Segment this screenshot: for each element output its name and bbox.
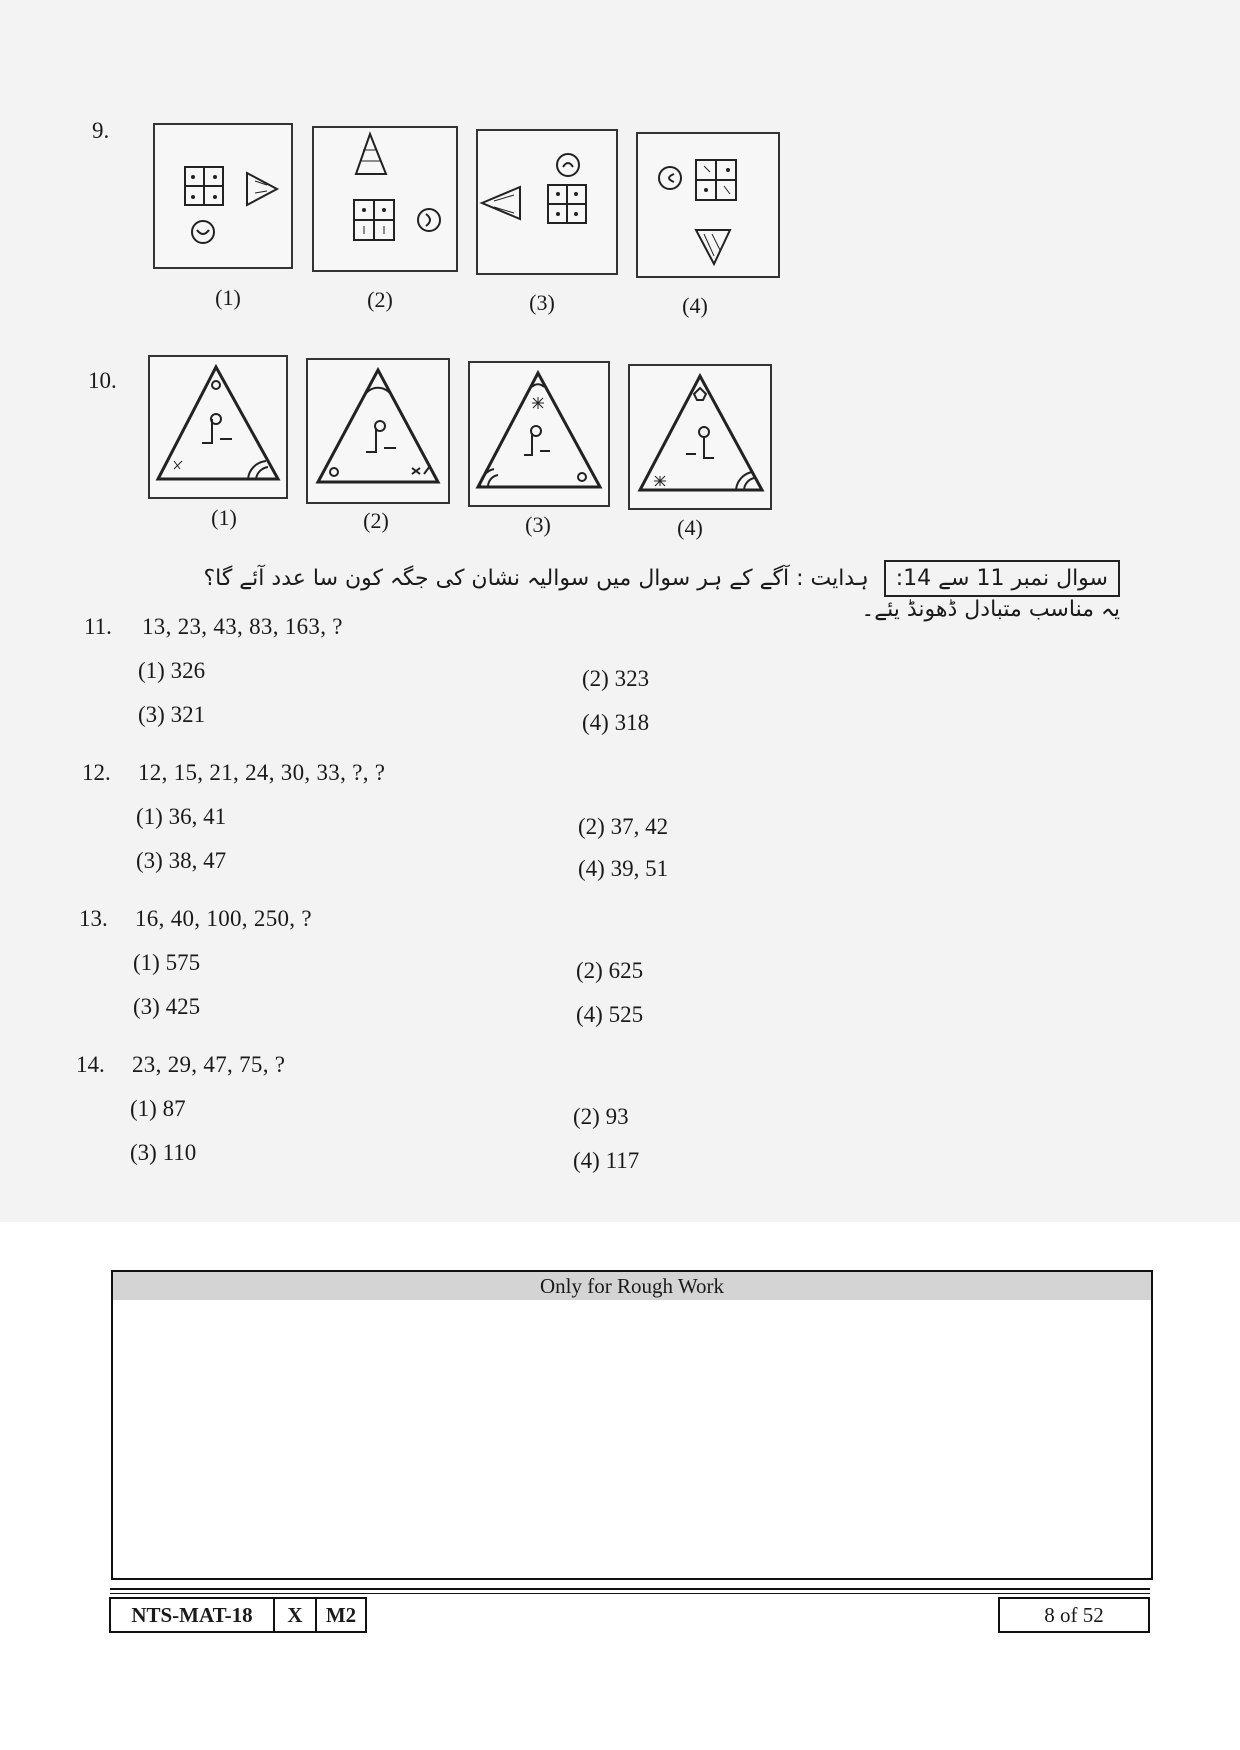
instruction-line <box>200 560 1120 622</box>
question-12-option-3: (3) 38, 47 <box>136 848 227 873</box>
footer-rule-thin <box>110 1593 1150 1594</box>
rough-work-label: Only for Rough Work <box>113 1272 1151 1300</box>
question-14-option-3: (3) 110 <box>130 1140 197 1165</box>
q9-figure-2 <box>312 126 458 272</box>
q10-caption-1: (1) <box>211 505 237 530</box>
q10-caption-4: (4) <box>677 515 703 540</box>
q10-figure-1 <box>148 355 288 499</box>
question-11-option-4: (4) 318 <box>582 710 650 735</box>
question-13-option-3: (3) 425 <box>133 994 201 1019</box>
q9-caption-2: (2) <box>367 287 393 312</box>
q10-figure-2 <box>306 358 450 504</box>
question-12-number: 12. <box>82 760 111 785</box>
paper-series: X <box>273 1597 317 1633</box>
question-13-option-1: (1) 575 <box>133 950 201 975</box>
question-12-option-4: (4) 39, 51 <box>578 856 669 881</box>
question-9-number: 9. <box>92 118 110 143</box>
question-13-option-2: (2) 625 <box>576 958 644 983</box>
question-12-option-2: (2) 37, 42 <box>578 814 669 839</box>
question-12-option-1: (1) 36, 41 <box>136 804 227 829</box>
question-14-option-2: (2) 93 <box>573 1104 629 1129</box>
q9-figure-4 <box>636 132 780 278</box>
q10-figure-3 <box>468 361 610 507</box>
q10-figure-4 <box>628 364 772 510</box>
instruction-text: ہدایت : آگے کے ہر سوال میں سوالیہ نشان کی جگہ کون سا عدد آئے گا؟ یہ مناسب متبادل ڈھونڈ یئے۔ <box>203 566 1120 622</box>
question-10-number: 10. <box>88 368 117 393</box>
paper-code: NTS-MAT-18 <box>109 1597 275 1633</box>
footer-rule <box>110 1588 1150 1590</box>
question-13-number: 13. <box>79 906 108 931</box>
q10-caption-2: (2) <box>363 508 389 533</box>
q10-caption-3: (3) <box>525 512 551 537</box>
instruction-range-box: سوال نمبر 11 سے 14: <box>884 560 1120 597</box>
question-13-sequence: 16, 40, 100, 250, ? <box>135 906 312 931</box>
q9-caption-1: (1) <box>215 285 241 310</box>
paper-version: M2 <box>315 1597 367 1633</box>
rough-work-box <box>111 1270 1153 1580</box>
question-14-sequence: 23, 29, 47, 75, ? <box>132 1052 286 1077</box>
q9-caption-4: (4) <box>682 293 708 318</box>
q9-figure-3 <box>476 129 618 275</box>
question-13-option-4: (4) 525 <box>576 1002 644 1027</box>
question-14-option-1: (1) 87 <box>130 1096 186 1121</box>
question-14-number: 14. <box>76 1052 105 1077</box>
question-11-option-3: (3) 321 <box>138 702 206 727</box>
q9-caption-3: (3) <box>529 290 555 315</box>
question-11-number: 11. <box>84 614 112 639</box>
question-14-option-4: (4) 117 <box>573 1148 640 1173</box>
question-11-option-2: (2) 323 <box>582 666 650 691</box>
question-11-sequence: 13, 23, 43, 83, 163, ? <box>142 614 343 639</box>
question-12-sequence: 12, 15, 21, 24, 30, 33, ?, ? <box>138 760 386 785</box>
question-11-option-1: (1) 326 <box>138 658 206 683</box>
page-number: 8 of 52 <box>998 1597 1150 1633</box>
q9-figure-1 <box>153 123 293 269</box>
